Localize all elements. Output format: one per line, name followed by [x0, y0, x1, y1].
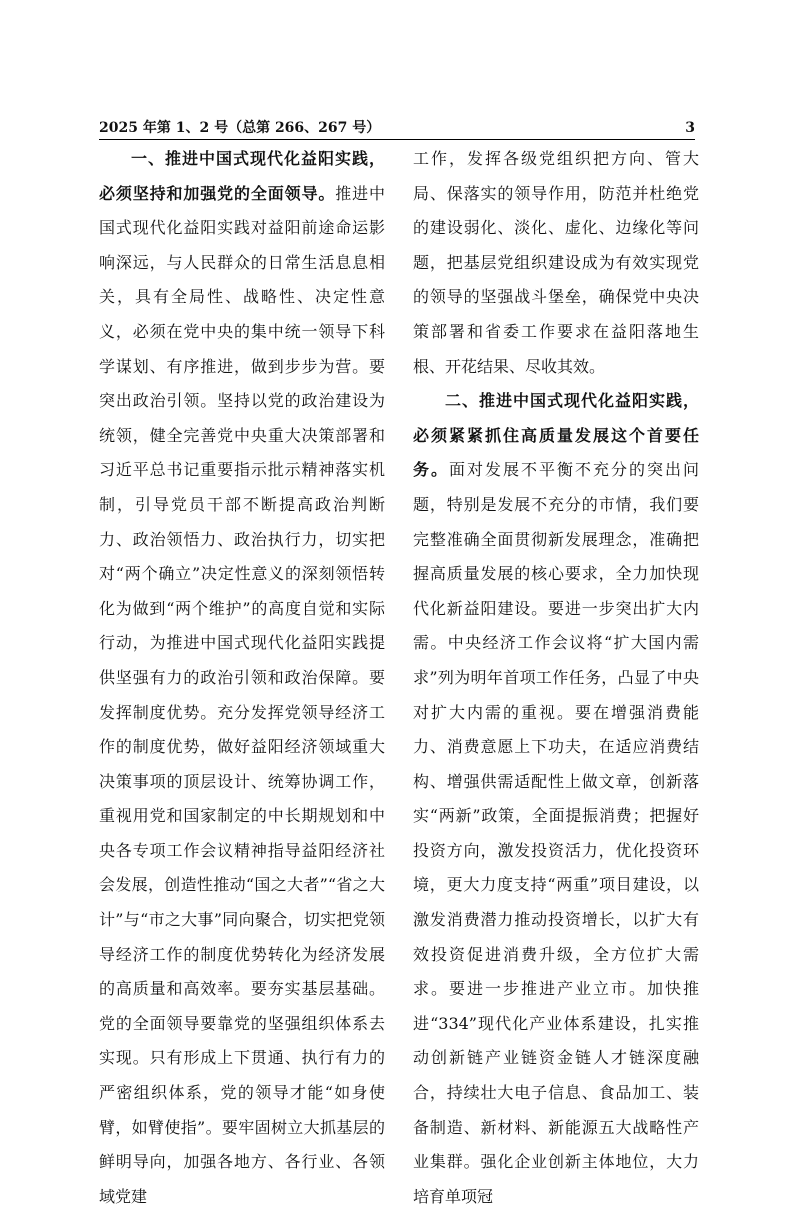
right-column: [413, 142, 699, 1214]
section-2-body: 面对发展不平衡不充分的突出问题，特别是发展不充分的市情，我们要完整准确全面贯彻新发展理念，准确把握高质量发展的核心要求，全力加快现代化新益阳建设。要进一步突出扩大内需。中央经济工作会议将“扩大国内需求”列为明年首项工作任务，凸显了中央对扩大内需的重视。要在增强消费能力、消费意愿上下功夫，在适应消费结构、增强供需适配性上做文章，创新落实“两新”政策，全面提振消费；把握好投资方向，激发投资活力，优化投资环境，更大力度支持“两重”项目建设，以激发消费潜力推动投资增长，以扩大有效投资促进消费升级，全方位扩大需求。要进一步推进产业立市。加快推进“334”现代化产业体系建设，扎实推动创新链产业链资金链人才链深度融合，持续壮大电子信息、食品加工、装备制造、新材料、新能源五大战略性产业集群。强化企业创新主体地位，大力培育单项冠: [413, 460, 699, 1206]
section-1-paragraph: [99, 142, 385, 1214]
issue-info: 2025 年第 1、2 号（总第 266、267 号）: [99, 120, 381, 136]
section-2-heading: 二、推进中国式现代化益阳实践，必须紧紧抓住高质量发展这个首要任务。: [413, 391, 699, 480]
header-rule: [99, 139, 695, 140]
section-1-heading: 一、推进中国式现代化益阳实践，必须坚持和加强党的全面领导。: [99, 149, 385, 203]
section-2-paragraph: [413, 384, 699, 1214]
page-number: 3: [685, 120, 695, 136]
section-1-body-part-1: 推进中国式现代化益阳实践对益阳前途命运影响深远，与人民群众的日常生活息息相关，具有全局性、战略性、决定性意义，必须在党中央的集中统一领导下科学谋划、有序推进，做到步步为营。要突出政治引领。坚持以党的政治建设为统领，健全完善党中央重大决策部署和习近平总书记重要指示批示精神落实机制，引导党员干部不断提高政治判断力、政治领悟力、政治执行力，切实把对“两个确立”决定性意义的深刻领悟转化为做到“两个维护”的高度自觉和实际行动，为推进中国式现代化益阳实践提供坚强有力的政治引领和政治保障。要发挥制度优势。充分发挥党领导经济工作的制度优势，做好益阳经济领域重大决策事项的顶层设计、统筹协调工作，重视用党和国家制定的中长期规划和中央各专项工作会议精神指导益阳经济社会发展，创造性推动“国之大者”“省之大计”与“市之大事”同向聚合，切实把党领导经济工作的制度优势转化为经济发展的高质量和高效率。要夯实基层基础。党的全面领导要靠党的坚强组织体系去实现。只有形成上下贯通、执行有力的严密组织体系，党的领导才能“如身使臂，如臂使指”。要牢固树立大抓基层的鲜明导向，加强各地方、各行业、各领域党建: [99, 183, 385, 1206]
section-1-body-part-2: 工作，发挥各级党组织把方向、管大局、保落实的领导作用，防范并杜绝党的建设弱化、淡化、虚化、边缘化等问题，把基层党组织建设成为有效实现党的领导的坚强战斗堡垒，确保党中央决策部署和省委工作要求在益阳落地生根、开花结果、尽收其效。: [413, 149, 699, 376]
left-column: [99, 142, 385, 1214]
running-header: [99, 118, 695, 138]
